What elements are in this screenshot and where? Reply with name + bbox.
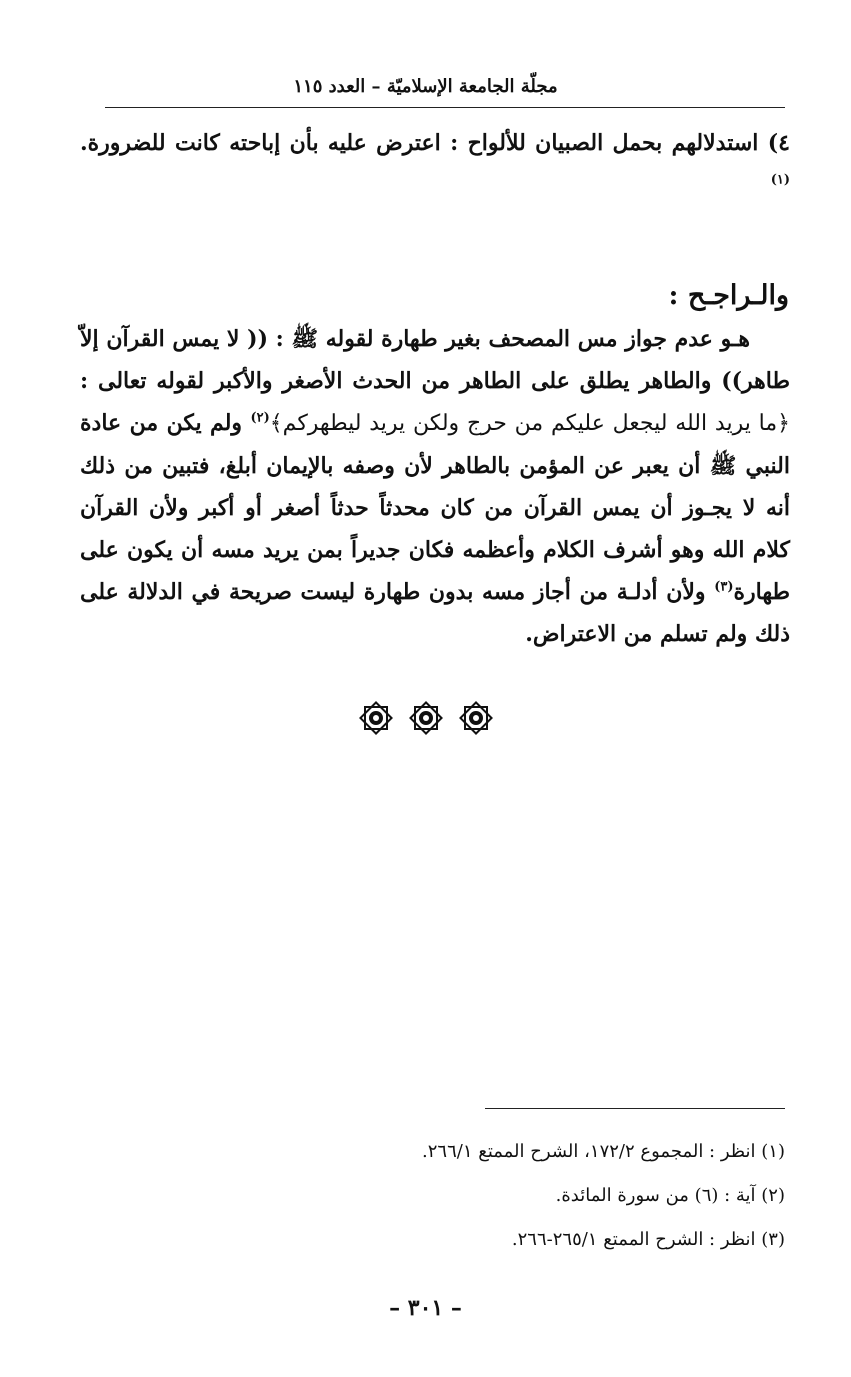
eight-point-star-ornament-icon <box>356 700 396 736</box>
footnote-3: (٣) انظر : الشرح الممتع ٢٦٥/١-٢٦٦. <box>511 1229 785 1250</box>
section-4-text: ٤) استدلالهم بحمل الصبيان للألواح : اعترض عليه بأن إباحته كانت للضرورة. <box>80 130 790 156</box>
header-divider <box>105 107 785 108</box>
footnotes <box>85 1130 785 1262</box>
rajih-heading: والـراجـح : <box>668 280 789 311</box>
footnote-ref-3: (٣) <box>714 579 734 595</box>
quran-verse: ﴿ما يريد الله ليجعل عليكم من حرج ولكن يريد ليطهركم﴾ <box>269 411 790 436</box>
footnote-2: (٢) آية : (٦) من سورة المائدة. <box>555 1185 785 1206</box>
footnote-ref-2: (٢) <box>250 410 270 426</box>
footnote-ref-1: (١) <box>770 172 790 188</box>
rajih-paragraph <box>80 318 790 655</box>
section-ornaments <box>0 700 851 736</box>
rajih-text-1: هـو عدم جواز مس المصحف بغير طهارة لقوله ﷺ : (( لا يمس القرآن إلاّ طاهر)) والطاهر يطلق على الطاهر من الحدث الأصغر والأكبر لقوله تعالى : <box>80 326 790 394</box>
rajih-text-3: ولأن أدلـة من أجاز مسه بدون طهارة ليست صريحة في الدلالة على ذلك ولم تسلم من الاعتراض. <box>80 579 790 647</box>
section-4-paragraph <box>80 122 790 206</box>
footnote-divider <box>485 1108 785 1109</box>
page-number: – ٣٠١ – <box>389 1295 462 1321</box>
running-header: مجلّة الجامعة الإسلاميّة – العدد ١١٥ <box>293 76 558 97</box>
eight-point-star-ornament-icon <box>456 700 496 736</box>
rajih-text-2: ولم يكن من عادة النبي ﷺ أن يعبر عن المؤمن بالطاهر لأن وصفه بالإيمان أبلغ، فتبين من ذلك أنه لا يجـوز أن يمس القرآن من كان محدثاً حدثاً أصغر أو أكبر ولأن القرآن كلام الله وهو أشرف الكلام وأعظمه فكان جديراً بمن يريد مسه أن يكون على طهارة <box>80 410 790 605</box>
eight-point-star-ornament-icon <box>406 700 446 736</box>
rajih-body <box>80 318 790 655</box>
footnote-1: (١) انظر : المجموع ١٧٢/٢، الشرح الممتع ٢٦٦/١. <box>422 1141 785 1162</box>
